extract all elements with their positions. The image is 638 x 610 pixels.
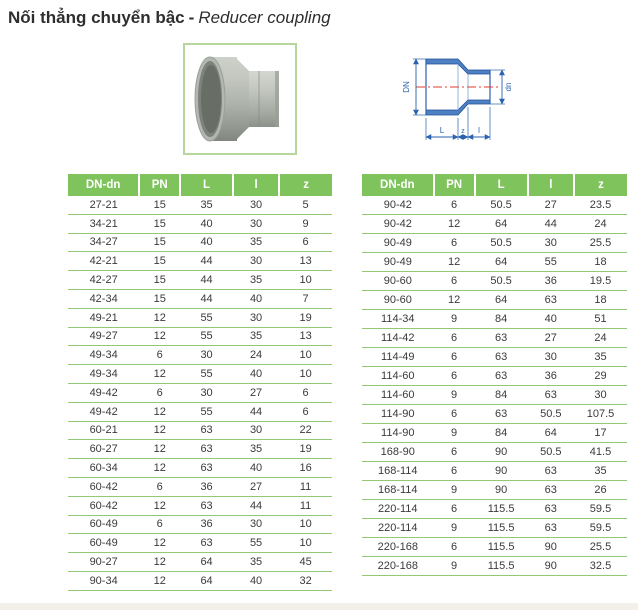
table-cell: 168-114: [362, 481, 434, 500]
table-cell: 168-114: [362, 462, 434, 481]
table-cell: 35: [574, 462, 627, 481]
column-header: L: [475, 174, 528, 196]
table-row: [362, 234, 627, 253]
table-cell: 11: [279, 477, 332, 496]
table-cell: 6: [434, 443, 475, 462]
table-row: [362, 557, 627, 576]
table-cell: 30: [528, 348, 574, 367]
table-row: [362, 215, 627, 234]
table-cell: 32: [279, 571, 332, 590]
table-cell: 60-49: [68, 534, 139, 553]
table-cell: 10: [279, 271, 332, 290]
table-cell: 50.5: [528, 405, 574, 424]
table-cell: 64: [475, 253, 528, 272]
table-row: [362, 500, 627, 519]
column-header: DN-dn: [362, 174, 434, 196]
table-cell: 30: [180, 383, 233, 402]
table-cell: 90-27: [68, 553, 139, 572]
table-cell: 45: [279, 553, 332, 572]
table-cell: 63: [180, 534, 233, 553]
table-cell: 40: [233, 459, 279, 478]
table-cell: 63: [475, 329, 528, 348]
table-cell: 7: [279, 289, 332, 308]
table-cell: 220-114: [362, 500, 434, 519]
table-cell: 30: [233, 196, 279, 214]
table-row: [68, 534, 332, 553]
table-cell: 114-90: [362, 405, 434, 424]
table-cell: 24: [574, 215, 627, 234]
table-cell: 90: [528, 538, 574, 557]
table-cell: 12: [139, 534, 180, 553]
footer-strip: [0, 603, 638, 610]
table-row: [68, 421, 332, 440]
table-cell: 90: [475, 481, 528, 500]
table-row: [68, 571, 332, 590]
table-cell: 114-34: [362, 310, 434, 329]
table-row: [68, 308, 332, 327]
table-cell: 6: [434, 329, 475, 348]
table-cell: 12: [139, 421, 180, 440]
table-cell: 32.5: [574, 557, 627, 576]
table-cell: 18: [574, 253, 627, 272]
table-cell: 42-21: [68, 252, 139, 271]
table-row: [362, 291, 627, 310]
column-header: z: [574, 174, 627, 196]
table-cell: 60-21: [68, 421, 139, 440]
table-cell: 25.5: [574, 538, 627, 557]
table-cell: 44: [528, 215, 574, 234]
table-cell: 41.5: [574, 443, 627, 462]
table-cell: 15: [139, 196, 180, 214]
page-title: [8, 8, 331, 28]
table-cell: 63: [475, 348, 528, 367]
table-cell: 30: [233, 214, 279, 233]
table-cell: 42-27: [68, 271, 139, 290]
table-cell: 114-60: [362, 367, 434, 386]
table-cell: 12: [139, 496, 180, 515]
table-cell: 90: [475, 443, 528, 462]
table-cell: 30: [233, 252, 279, 271]
table-cell: 114-42: [362, 329, 434, 348]
table-cell: 63: [475, 367, 528, 386]
table-cell: 6: [279, 402, 332, 421]
table-cell: 6: [434, 272, 475, 291]
table-cell: 44: [233, 402, 279, 421]
diagram-label-L: L: [439, 126, 445, 135]
table-cell: 90: [475, 462, 528, 481]
table-cell: 55: [528, 253, 574, 272]
table-cell: 64: [180, 553, 233, 572]
table-cell: 35: [180, 196, 233, 214]
table-cell: 44: [180, 252, 233, 271]
column-header: z: [279, 174, 332, 196]
table-cell: 27: [528, 329, 574, 348]
table-cell: 30: [233, 515, 279, 534]
table-cell: 26: [574, 481, 627, 500]
table-row: [68, 252, 332, 271]
table-cell: 220-168: [362, 538, 434, 557]
dimensions-table-right: [362, 174, 627, 576]
table-cell: 15: [139, 214, 180, 233]
table-row: [68, 515, 332, 534]
table-row: [68, 271, 332, 290]
table-cell: 12: [139, 440, 180, 459]
table-cell: 12: [139, 365, 180, 384]
table-cell: 60-42: [68, 477, 139, 496]
table-cell: 13: [279, 252, 332, 271]
table-cell: 63: [528, 291, 574, 310]
table-cell: 115.5: [475, 519, 528, 538]
table-cell: 55: [233, 534, 279, 553]
table-cell: 9: [434, 424, 475, 443]
table-cell: 9: [434, 386, 475, 405]
table-cell: 90-34: [68, 571, 139, 590]
table-cell: 115.5: [475, 557, 528, 576]
table-cell: 115.5: [475, 538, 528, 557]
table-cell: 64: [475, 291, 528, 310]
table-cell: 90: [528, 557, 574, 576]
title-vietnamese: Nối thẳng chuyển bậc: [8, 8, 185, 27]
table-cell: 6: [434, 500, 475, 519]
table-cell: 22: [279, 421, 332, 440]
table-cell: 49-21: [68, 308, 139, 327]
table-cell: 6: [139, 383, 180, 402]
table-cell: 40: [180, 214, 233, 233]
table-cell: 40: [528, 310, 574, 329]
table-cell: 44: [180, 289, 233, 308]
table-cell: 12: [139, 571, 180, 590]
table-cell: 63: [180, 440, 233, 459]
table-cell: 16: [279, 459, 332, 478]
column-header: PN: [139, 174, 180, 196]
table-cell: 36: [180, 477, 233, 496]
table-cell: 12: [139, 553, 180, 572]
table-cell: 84: [475, 386, 528, 405]
table-cell: 49-42: [68, 383, 139, 402]
table-row: [362, 272, 627, 291]
table-cell: 9: [434, 557, 475, 576]
table-cell: 27: [233, 383, 279, 402]
table-cell: 34-27: [68, 233, 139, 252]
table-row: [362, 481, 627, 500]
table-row: [68, 440, 332, 459]
table-cell: 55: [180, 327, 233, 346]
table-cell: 60-27: [68, 440, 139, 459]
title-english: Reducer coupling: [198, 8, 331, 27]
table-row: [68, 383, 332, 402]
table-cell: 6: [434, 462, 475, 481]
table-cell: 90-42: [362, 196, 434, 215]
table-cell: 63: [180, 496, 233, 515]
table-cell: 34-21: [68, 214, 139, 233]
table-cell: 51: [574, 310, 627, 329]
table-cell: 90-49: [362, 234, 434, 253]
table-cell: 6: [139, 515, 180, 534]
table-cell: 55: [180, 402, 233, 421]
table-cell: 63: [528, 386, 574, 405]
diagram-label-dn: dn: [504, 82, 513, 92]
table-cell: 30: [233, 421, 279, 440]
table-cell: 10: [279, 515, 332, 534]
diagram-label-z: z: [461, 128, 465, 135]
table-cell: 50.5: [528, 443, 574, 462]
table-row: [68, 553, 332, 572]
table-cell: 6: [434, 538, 475, 557]
table-cell: 30: [528, 234, 574, 253]
table-cell: 12: [139, 402, 180, 421]
table-cell: 17: [574, 424, 627, 443]
column-header: DN-dn: [68, 174, 139, 196]
table-cell: 27: [528, 196, 574, 215]
table-cell: 6: [139, 346, 180, 365]
table-cell: 15: [139, 271, 180, 290]
table-cell: 220-114: [362, 519, 434, 538]
table-cell: 35: [233, 271, 279, 290]
table-cell: 15: [139, 252, 180, 271]
table-cell: 168-90: [362, 443, 434, 462]
table-cell: 19: [279, 308, 332, 327]
table-cell: 30: [233, 308, 279, 327]
table-cell: 220-168: [362, 557, 434, 576]
table-header-row: [362, 174, 627, 196]
dimensions-table-left: [68, 174, 332, 591]
table-cell: 9: [434, 481, 475, 500]
table-cell: 59.5: [574, 500, 627, 519]
table-row: [362, 253, 627, 272]
table-cell: 24: [233, 346, 279, 365]
table-row: [68, 365, 332, 384]
diagram-label-DN: DN: [402, 81, 411, 93]
table-row: [362, 519, 627, 538]
table-cell: 49-27: [68, 327, 139, 346]
table-cell: 35: [233, 327, 279, 346]
table-cell: 25.5: [574, 234, 627, 253]
table-row: [362, 462, 627, 481]
table-cell: 60-49: [68, 515, 139, 534]
table-cell: 35: [233, 440, 279, 459]
table-row: [68, 233, 332, 252]
table-row: [68, 459, 332, 478]
table-cell: 55: [180, 365, 233, 384]
table-cell: 49-34: [68, 365, 139, 384]
table-cell: 24: [574, 329, 627, 348]
table-cell: 10: [279, 534, 332, 553]
table-cell: 35: [233, 553, 279, 572]
table-cell: 29: [574, 367, 627, 386]
table-row: [362, 310, 627, 329]
table-cell: 6: [434, 234, 475, 253]
table-cell: 60-34: [68, 459, 139, 478]
table-cell: 40: [233, 289, 279, 308]
table-row: [68, 477, 332, 496]
table-cell: 40: [233, 571, 279, 590]
table-row: [68, 214, 332, 233]
table-cell: 50.5: [475, 196, 528, 215]
table-cell: 114-60: [362, 386, 434, 405]
table-cell: 12: [434, 291, 475, 310]
table-cell: 49-42: [68, 402, 139, 421]
table-cell: 84: [475, 424, 528, 443]
table-cell: 36: [528, 272, 574, 291]
table-cell: 6: [434, 405, 475, 424]
table-row: [362, 196, 627, 215]
table-cell: 63: [528, 519, 574, 538]
table-row: [362, 367, 627, 386]
table-cell: 90-42: [362, 215, 434, 234]
table-cell: 63: [180, 459, 233, 478]
table-cell: 42-34: [68, 289, 139, 308]
table-cell: 6: [434, 348, 475, 367]
table-cell: 6: [434, 196, 475, 215]
product-photo-frame: [183, 43, 297, 155]
table-cell: 35: [574, 348, 627, 367]
table-cell: 90-60: [362, 291, 434, 310]
table-row: [362, 348, 627, 367]
table-cell: 115.5: [475, 500, 528, 519]
table-row: [68, 289, 332, 308]
table-cell: 63: [528, 462, 574, 481]
table-cell: 40: [180, 233, 233, 252]
table-cell: 12: [434, 215, 475, 234]
table-row: [362, 405, 627, 424]
table-cell: 9: [279, 214, 332, 233]
title-separator: -: [188, 8, 195, 27]
table-cell: 44: [233, 496, 279, 515]
reducer-coupling-photo: [185, 45, 295, 153]
table-cell: 9: [434, 519, 475, 538]
table-cell: 64: [180, 571, 233, 590]
table-cell: 35: [233, 233, 279, 252]
column-header: PN: [434, 174, 475, 196]
table-cell: 27-21: [68, 196, 139, 214]
table-row: [68, 402, 332, 421]
table-cell: 12: [139, 308, 180, 327]
table-cell: 63: [528, 500, 574, 519]
table-cell: 10: [279, 346, 332, 365]
column-header: l: [528, 174, 574, 196]
table-cell: 12: [139, 327, 180, 346]
reducer-dimension-drawing: [402, 34, 534, 148]
column-header: l: [233, 174, 279, 196]
table-cell: 12: [434, 253, 475, 272]
table-cell: 40: [233, 365, 279, 384]
table-cell: 90-49: [362, 253, 434, 272]
table-header-row: [68, 174, 332, 196]
table-cell: 9: [434, 310, 475, 329]
table-cell: 19.5: [574, 272, 627, 291]
table-cell: 6: [434, 367, 475, 386]
table-cell: 63: [528, 481, 574, 500]
table-row: [68, 346, 332, 365]
table-cell: 30: [180, 346, 233, 365]
table-row: [68, 327, 332, 346]
table-cell: 23.5: [574, 196, 627, 215]
table-row: [362, 386, 627, 405]
table-cell: 13: [279, 327, 332, 346]
table-cell: 27: [233, 477, 279, 496]
table-cell: 36: [180, 515, 233, 534]
table-cell: 5: [279, 196, 332, 214]
table-cell: 44: [180, 271, 233, 290]
table-row: [362, 424, 627, 443]
table-cell: 50.5: [475, 272, 528, 291]
table-cell: 12: [139, 459, 180, 478]
table-cell: 36: [528, 367, 574, 386]
table-row: [362, 329, 627, 348]
table-cell: 90-60: [362, 272, 434, 291]
table-cell: 6: [139, 477, 180, 496]
table-cell: 6: [279, 233, 332, 252]
table-row: [68, 196, 332, 214]
table-cell: 55: [180, 308, 233, 327]
table-cell: 64: [475, 215, 528, 234]
column-header: L: [180, 174, 233, 196]
table-cell: 49-34: [68, 346, 139, 365]
table-row: [362, 538, 627, 557]
table-cell: 63: [180, 421, 233, 440]
technical-diagram: [402, 34, 534, 148]
table-cell: 60-42: [68, 496, 139, 515]
table-cell: 11: [279, 496, 332, 515]
table-cell: 18: [574, 291, 627, 310]
table-cell: 15: [139, 233, 180, 252]
table-cell: 114-49: [362, 348, 434, 367]
table-cell: 84: [475, 310, 528, 329]
diagram-label-l: l: [478, 126, 480, 135]
table-cell: 10: [279, 365, 332, 384]
table-row: [68, 496, 332, 515]
table-cell: 15: [139, 289, 180, 308]
table-row: [362, 443, 627, 462]
table-cell: 6: [279, 383, 332, 402]
table-cell: 63: [475, 405, 528, 424]
table-cell: 59.5: [574, 519, 627, 538]
table-cell: 50.5: [475, 234, 528, 253]
table-cell: 114-90: [362, 424, 434, 443]
table-cell: 30: [574, 386, 627, 405]
table-cell: 107.5: [574, 405, 627, 424]
table-cell: 19: [279, 440, 332, 459]
table-cell: 64: [528, 424, 574, 443]
